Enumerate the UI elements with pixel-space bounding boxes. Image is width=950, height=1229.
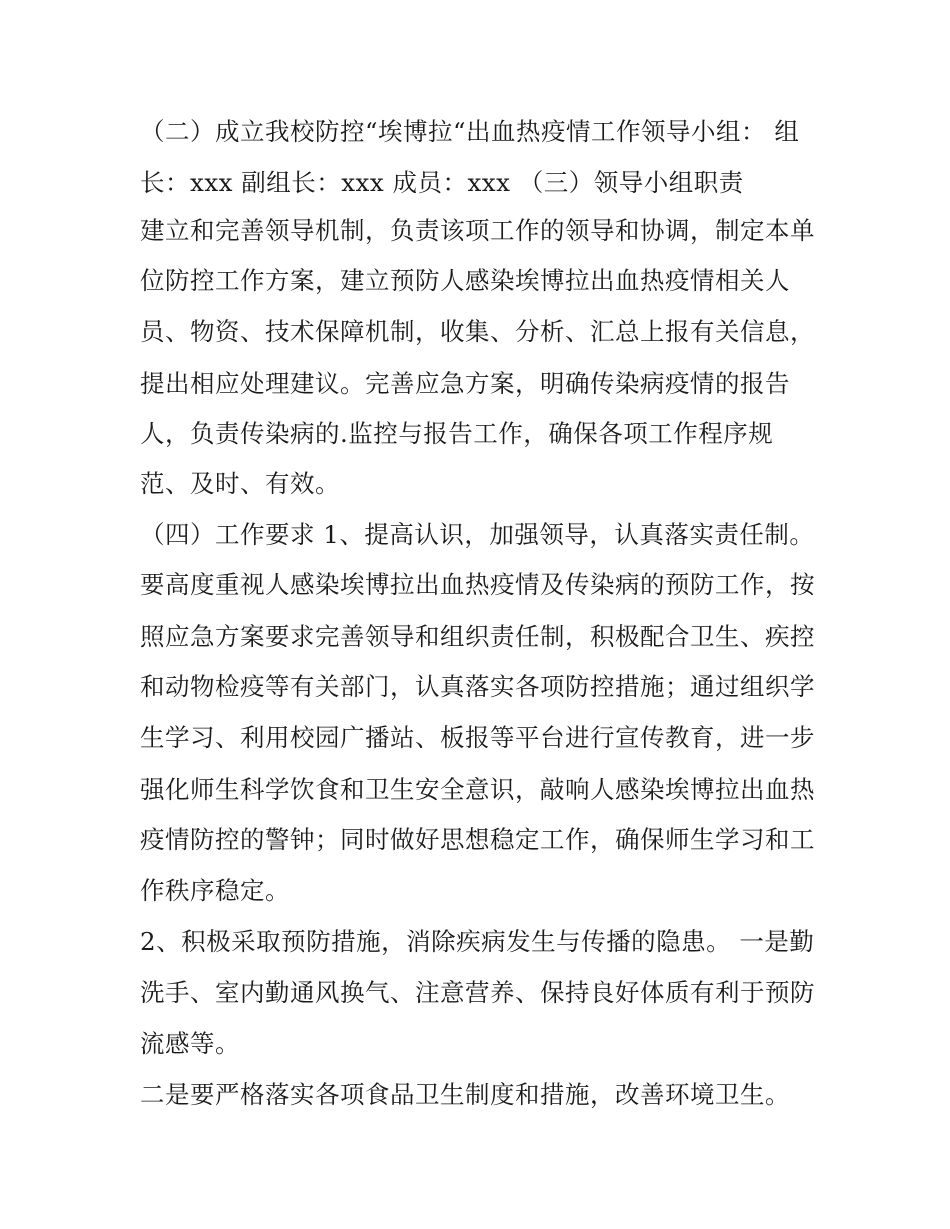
text-line: 员、物资、技术保障机制，收集、分析、汇总上报有关信息， [140, 317, 815, 346]
text-line: 照应急方案要求完善领导和组织责任制，积极配合卫生、疾控 [140, 622, 815, 651]
text-line: （四）工作要求 1、提高认识，加强领导，认真落实责任制。 [140, 520, 815, 549]
text-line: 洗手、室内勤通风换气、注意营养、保持良好体质有利于预防 [140, 978, 815, 1007]
text-line: （二）成立我校防控“埃博拉“出血热疫情工作领导小组： 组 [140, 117, 800, 146]
text-line: 位防控工作方案，建立预防人感染埃博拉出血热疫情相关人 [140, 266, 790, 295]
text-line: 建立和完善领导机制，负责该项工作的领导和协调，制定本单 [140, 216, 815, 245]
text-line: 人，负责传染病的.监控与报告工作，确保各项工作程序规 [140, 419, 774, 448]
text-line: 流感等。 [140, 1029, 240, 1058]
text-line: 范、及时、有效。 [140, 469, 340, 498]
text-line: 生学习、利用校园广播站、板报等平台进行宣传教育，进一步 [140, 723, 815, 752]
text-line: 和动物检疫等有关部门，认真落实各项防控措施；通过组织学 [140, 672, 815, 701]
text-line: 长：xxx 副组长：xxx 成员：xxx （三）领导小组职责 [140, 168, 744, 197]
text-line: 疫情防控的警钟；同时做好思想稳定工作，确保师生学习和工 [140, 825, 815, 854]
text-line: 二是要严格落实各项食品卫生制度和措施，改善环境卫生。 [140, 1080, 790, 1109]
text-line: 2、积极采取预防措施，消除疾病发生与传播的隐患。 一是勤 [140, 927, 815, 956]
text-line: 提出相应处理建议。完善应急方案，明确传染病疫情的报告 [140, 369, 790, 398]
text-line: 作秩序稳定。 [140, 876, 290, 905]
text-line: 要高度重视人感染埃博拉出血热疫情及传染病的预防工作，按 [140, 570, 815, 599]
text-line: 强化师生科学饮食和卫生安全意识，敲响人感染埃博拉出血热 [140, 775, 815, 804]
